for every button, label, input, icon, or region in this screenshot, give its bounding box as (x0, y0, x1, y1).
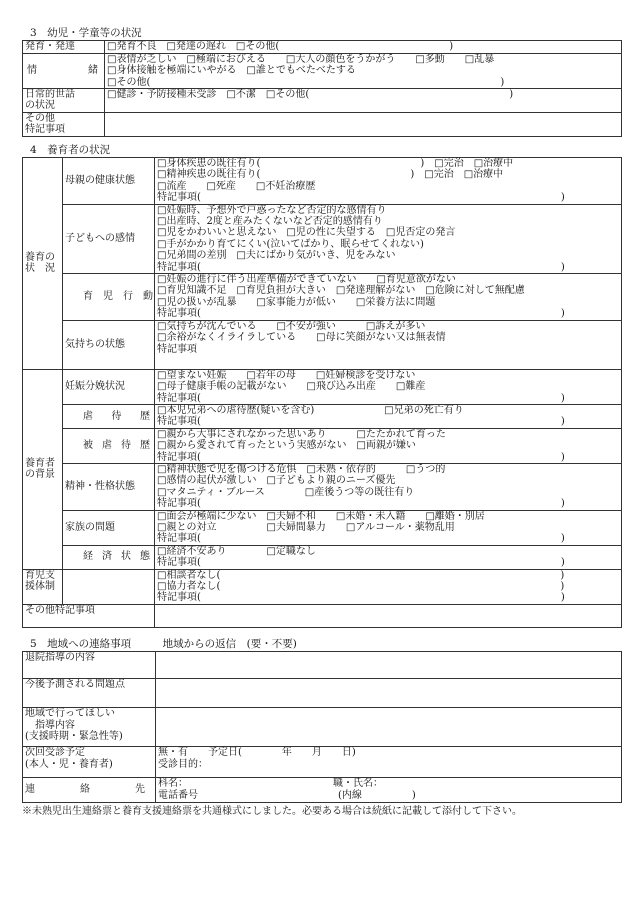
s4-g2-content[interactable] (155, 404, 622, 428)
content-line: □妊娠時、予想外で戸惑ったなど否定的な感情有り (157, 204, 387, 216)
label-line: 妊娠分娩状況 (65, 381, 125, 393)
content-line: 特記事項( ) (157, 392, 565, 404)
content-line: □その他( ) (107, 76, 505, 88)
content-line: □健診・予防接種未受診 □不潔 □その他( ) (107, 89, 514, 100)
content-line: 特記事項( ) (157, 308, 565, 320)
content-line: □母子健康手帳の記載がない □飛び込み出産 □難産 (157, 381, 426, 393)
label-line: その他特記事項 (25, 604, 95, 616)
s3-row (23, 112, 622, 136)
content-line: □精神状態で児を傷つける危惧 □未熟・依存的 □うつ的 (157, 463, 446, 475)
s5-row (23, 708, 622, 747)
s4-g2-sub-label (63, 545, 155, 569)
label-line: 指導内容 (25, 719, 75, 731)
content-line (158, 652, 619, 663)
content-line: □マタニティ・ブルース □産後うつ等の既往有り (157, 486, 415, 498)
label-line: 経 済 状 態 (83, 551, 150, 563)
s5-row (23, 679, 622, 708)
s3-row (23, 89, 622, 113)
content-line: □児をかわいいと思えない □児の性に失望する □児否定の発言 (157, 227, 456, 239)
s5-row-content[interactable] (156, 778, 622, 803)
content-line: 特記事項( ) (157, 192, 565, 204)
label-line: 連 絡 先 (25, 784, 145, 796)
content-line: □本児兄弟への虐待歴(疑いを含む) □兄弟の死亡有り (157, 404, 464, 416)
s4-g1-group-label (23, 158, 63, 370)
s4-g1-sub-label (63, 204, 155, 273)
s5-row (23, 778, 622, 803)
s3-row-content[interactable] (105, 53, 622, 88)
s4-g2-row (23, 404, 622, 428)
label-line: 育児支 (25, 569, 55, 581)
s4-g1-row (23, 158, 622, 205)
s4-g2-row (23, 510, 622, 545)
label-line: の状況 (25, 100, 55, 112)
label-line: 母親の健康状態 (65, 175, 135, 187)
content-line: □感情の起伏が激しい □子どもより親のニーズ優先 (157, 475, 396, 487)
content-line: □親との対立 □夫婦間暴力 □アルコール・薬物乱用 (157, 521, 455, 533)
s4-g1-content[interactable] (155, 274, 622, 321)
content-line: □経済不安あり □定職なし (157, 545, 316, 557)
content-line: 無・有 予定日( 年 月 日) (158, 747, 356, 759)
s4-g1-sub-label (63, 274, 155, 321)
content-line: □妊娠の進行に伴う出産準備ができていない □育児意欲がない (157, 274, 456, 286)
label-line: 情 緒 (27, 65, 98, 77)
s5-row-content[interactable] (156, 679, 622, 708)
s4-g1-sub-label (63, 158, 155, 205)
s4-g2-row (23, 369, 622, 404)
s5-row-label (23, 679, 156, 708)
section-3-table (22, 40, 622, 136)
section-4-title: 4 養育者の状況 (30, 143, 111, 156)
content-line: 電話番号 (内線 ) (158, 789, 416, 801)
s4-g2-sub-label (63, 369, 155, 404)
content-line: 受診目的： (158, 758, 208, 770)
content-line: □児の扱いが乱暴 □家事能力が低い □栄養方法に問題 (157, 296, 436, 308)
section-3-title: 3 幼児・学童等の状況 (30, 27, 142, 39)
content-line: □望まない妊娠 □若年の母 □妊婦検診を受けない (157, 369, 416, 381)
label-line: 虐 待 歴 (83, 410, 150, 422)
content-line: 特記事項( ) (157, 416, 565, 428)
content-line: □面会が極端に少ない □夫婦不和 □未婚・未入籍 □離婚・別居 (157, 510, 485, 522)
label-line: その他 (25, 112, 55, 124)
label-line: (本人・児・養育者) (25, 758, 113, 770)
content-line (158, 708, 619, 719)
content-line: 特記事項( ) (157, 451, 565, 463)
s3-row-content[interactable] (105, 112, 622, 136)
s3-row-label (23, 112, 105, 136)
s4-other-row (23, 604, 622, 627)
content-line: □手がかかり育てにくい(泣いてばかり、眠らせてくれない) (157, 238, 424, 250)
label-line: 養育の (25, 251, 55, 263)
s5-row-label (23, 652, 156, 679)
form-page (22, 0, 622, 818)
support-blank (63, 569, 155, 604)
content-line: □兄弟間の差別 □夫にばかり気がいき、児をみない (157, 250, 396, 262)
content-line (107, 113, 619, 124)
label-line: 育 児 行 動 (83, 291, 153, 303)
s4-g1-content[interactable] (155, 204, 622, 273)
content-line: □協力者なし( ) (157, 581, 565, 592)
s3-row-label (23, 41, 105, 53)
content-line: □親から愛されて育ったという実感がない □両親が嫌い (157, 440, 416, 452)
label-line: 援体制 (25, 581, 55, 592)
s3-row-label (23, 89, 105, 113)
content-line: □表情が乏しい □極端におびえる □大人の顔色をうかがう □多動 □乱暴 (107, 53, 495, 65)
s4-g1-content[interactable] (155, 158, 622, 205)
content-line: □相談者なし( ) (157, 569, 565, 581)
label-line: 退院指導の内容 (25, 652, 95, 664)
content-line: □気持ちが沈んでいる □不安が強い □訴えが多い (157, 320, 426, 332)
content-line: 特記事項( ) (157, 261, 565, 273)
other-notes-label (23, 604, 155, 627)
label-line: 発育・発達 (25, 41, 75, 53)
other-notes-content[interactable] (155, 604, 622, 627)
s4-g2-group-label (23, 369, 63, 569)
label-line: 状 況 (25, 263, 55, 275)
content-line: 特記事項( ) (157, 498, 565, 510)
s3-row-label (23, 53, 105, 88)
s5-row-content[interactable] (156, 652, 622, 679)
s5-row-label (23, 708, 156, 747)
content-line: 特記事項( ) (157, 557, 565, 569)
content-line: □余裕がなくイライラしている □母に笑顔がない又は無表情 (157, 332, 446, 344)
s4-g2-sub-label (63, 510, 155, 545)
label-line: 精神・性格状態 (65, 481, 135, 493)
s4-g2-row (23, 428, 622, 463)
s4-g2-sub-label (63, 463, 155, 510)
s4-g1-row (23, 274, 622, 321)
footnote: ※未熟児出生連絡票と養育支援連絡票を共通様式にしました。必要ある場合は続紙に記載して添付して下さい。 (22, 806, 522, 818)
s3-row (23, 53, 622, 88)
label-line: (支援時期・緊急性等) (25, 731, 123, 742)
content-line: □身体接触を極端にいやがる □誰とでもべたべたする (107, 65, 356, 77)
section-4-table (22, 157, 622, 628)
s4-support-row (23, 569, 622, 604)
s4-g2-sub-label (63, 404, 155, 428)
label-line: 地域で行ってほしい (25, 708, 115, 720)
s4-g2-content[interactable] (155, 545, 622, 569)
s5-row (23, 747, 622, 778)
content-line (158, 679, 619, 690)
label-line: 今後予測される問題点 (25, 679, 125, 691)
label-line: 被 虐 待 歴 (83, 440, 150, 452)
label-line: 養育者 (25, 457, 55, 469)
s4-g1-sub-label (63, 320, 155, 369)
content-line: 科名： 職・氏名： (158, 778, 383, 790)
s4-g2-content[interactable] (155, 428, 622, 463)
s4-g1-content[interactable] (155, 320, 622, 369)
s4-g1-row (23, 204, 622, 273)
label-line: 次回受診予定 (25, 747, 85, 759)
support-label (23, 569, 63, 604)
content-line: □精神疾患の既往有り( ) □完治 □治療中 (157, 169, 504, 181)
s4-g2-row (23, 463, 622, 510)
s5-row (23, 652, 622, 679)
s4-g2-content[interactable] (155, 510, 622, 545)
content-line: □育児知識不足 □育児負担が大きい □発達理解がない □危険に対して無配慮 (157, 285, 525, 297)
label-line: の背景 (25, 469, 55, 481)
content-line: □親から大事にされなかった思いあり □たたかれて育った (157, 428, 446, 440)
content-line: 特記事項( ) (157, 533, 565, 545)
content-line: □発育不良 □発達の遅れ □その他( ) (107, 41, 454, 53)
s4-g2-sub-label (63, 428, 155, 463)
s5-row-content[interactable] (156, 747, 622, 778)
s4-g1-row (23, 320, 622, 369)
s4-g2-row (23, 545, 622, 569)
s4-g2-content[interactable] (155, 463, 622, 510)
s5-row-label (23, 778, 156, 803)
support-content[interactable] (155, 569, 622, 604)
label-line: 子どもへの感情 (65, 233, 135, 245)
section-5-table (22, 651, 622, 803)
content-line: 特記事項( ) (157, 592, 565, 604)
s4-g2-content[interactable] (155, 369, 622, 404)
s3-row-content[interactable] (105, 89, 622, 113)
content-line: □身体疾患の既往有り( ) □完治 □治療中 (157, 158, 514, 169)
section-5-title: 5 地域への連絡事項 地域からの返信 (要・不要) (30, 637, 297, 650)
content-line: □出産時、2度と産みたくないなど否定的感情有り (157, 216, 383, 228)
label-line: 気持ちの状態 (65, 338, 125, 350)
s3-row-content[interactable] (105, 41, 622, 53)
s5-row-label (23, 747, 156, 778)
s3-row (23, 41, 622, 53)
content-line: □流産 □死産 □不妊治療歴 (157, 180, 316, 192)
label-line: 日常的世話 (25, 89, 75, 100)
s5-row-content[interactable] (156, 708, 622, 747)
label-line: 家族の問題 (65, 521, 115, 533)
content-line: 特記事項 (157, 343, 197, 355)
label-line: 特記事項 (25, 124, 65, 136)
